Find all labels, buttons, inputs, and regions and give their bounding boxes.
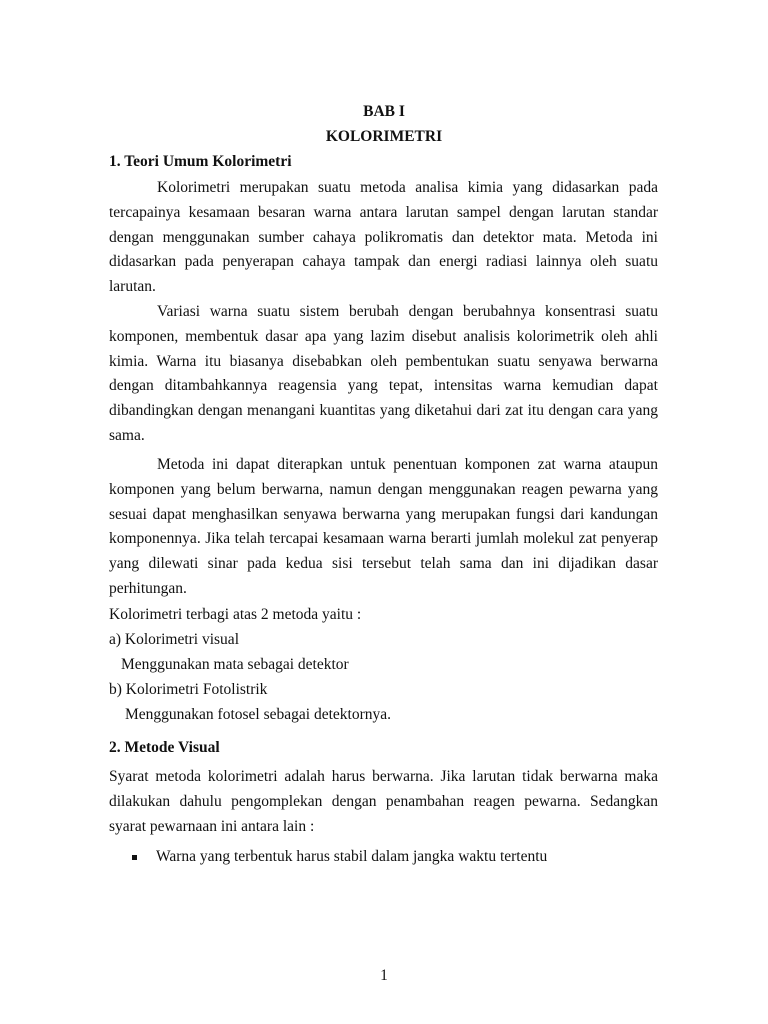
square-bullet-icon bbox=[132, 855, 137, 860]
section-2-paragraph: Syarat metoda kolorimetri adalah harus berwarna. Jika larutan tidak berwarna maka dilakukan dahulu pengomplekan dengan penambahan reagen pewarna. Sedangkan syarat pewarnaan ini antara lain : bbox=[109, 768, 658, 835]
method-a-description: Menggunakan mata sebagai detektor bbox=[121, 656, 349, 673]
method-b-description: Menggunakan fotosel sebagai detektornya. bbox=[125, 706, 391, 723]
methods-intro: Kolorimetri terbagi atas 2 metoda yaitu : bbox=[109, 606, 362, 623]
section-1-paragraph-1: Kolorimetri merupakan suatu metoda analisa kimia yang didasarkan pada tercapainya kesamaan besaran warna antara larutan sampel dengan larutan standar dengan menggunakan sumber cahaya polikromatis dan detektor mata. Metoda ini didasarkan pada penyerapan cahaya tampak dan energi radiasi lainnya oleh suatu larutan. bbox=[109, 179, 658, 296]
method-a-label: a) Kolorimetri visual bbox=[109, 631, 239, 648]
requirements-list bbox=[109, 847, 547, 867]
section-1-heading: 1. Teori Umum Kolorimetri bbox=[109, 153, 292, 170]
section-1-paragraph-3: Metoda ini dapat diterapkan untuk penentuan komponen zat warna ataupun komponen yang belum berwarna, namun dengan menggunakan reagen pewarna yang sesuai dapat menghasilkan senyawa berwarna yang merupakan fungsi dari kandungan komponennya. Jika telah tercapai kesamaan warna berarti jumlah molekul zat penyerap yang dilewati sinar pada kedua sisi tersebut telah sama dan ini dijadikan dasar perhitungan. bbox=[109, 456, 658, 597]
section-2-heading: 2. Metode Visual bbox=[109, 739, 220, 756]
section-1-paragraph-2: Variasi warna suatu sistem berubah dengan berubahnya konsentrasi suatu komponen, membentuk dasar apa yang lazim disebut analisis kolorimetrik oleh ahli kimia. Warna itu biasanya disebabkan oleh pembentukan suatu senyawa berwarna dengan ditambahkannya reagensia yang tepat, intensitas warna kemudian dapat dibandingkan dengan menangani kuantitas yang diketahui dari zat itu dengan cara yang sama. bbox=[109, 303, 658, 444]
list-item-text: Warna yang terbentuk harus stabil dalam jangka waktu tertentu bbox=[156, 848, 548, 865]
method-b-label: b) Kolorimetri Fotolistrik bbox=[109, 681, 268, 698]
list-item bbox=[109, 847, 547, 867]
chapter-label: BAB I bbox=[363, 103, 405, 120]
page-number: 1 bbox=[380, 967, 388, 984]
chapter-title: KOLORIMETRI bbox=[325, 128, 443, 145]
